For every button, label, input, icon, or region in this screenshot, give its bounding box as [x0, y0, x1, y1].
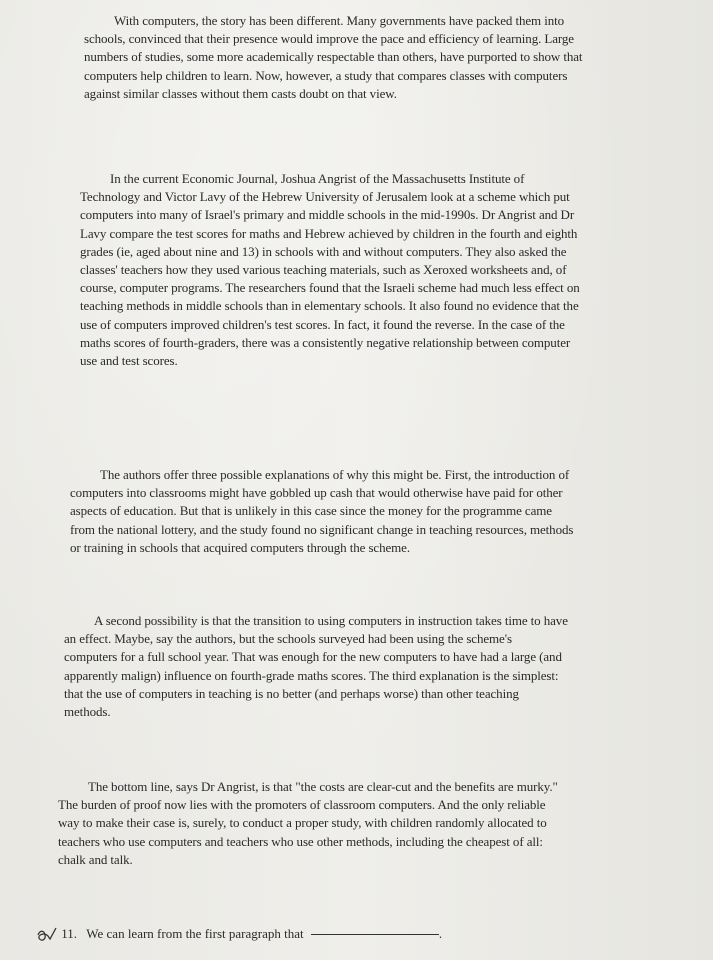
text-line: use of computers improved children's test scores. In fact, it found the reverse. In the case of the	[80, 316, 565, 332]
question-11	[36, 926, 442, 944]
text-line: teachers who use computers and teachers who use other methods, including the cheapest of all:	[58, 833, 543, 849]
handwritten-check-icon	[36, 926, 58, 944]
text-line: schools, convinced that their presence would improve the pace and efficiency of learning. Large	[84, 31, 574, 47]
text-line: against similar classes without them casts doubt on that view.	[84, 85, 397, 101]
question-text: We can learn from the first paragraph that	[86, 926, 304, 941]
text-line: methods.	[64, 704, 111, 720]
text-line: computers into classrooms might have gobbled up cash that would otherwise have paid for other	[70, 485, 563, 501]
text-line: grades (ie, aged about nine and 13) in schools with and without computers. They also asked the	[80, 243, 567, 259]
text-line: or training in schools that acquired computers through the scheme.	[70, 539, 410, 555]
text-line: computers for a full school year. That was enough for the new computers to have had a large (and	[64, 649, 562, 665]
paragraph-5	[58, 778, 558, 869]
text-line: maths scores of fourth-graders, there was a consistently negative relationship between computer	[80, 334, 571, 350]
text-line: numbers of studies, some more academically respectable than others, have purported to show that	[84, 49, 583, 65]
text-line: from the national lottery, and the study found no significant change in teaching resources, methods	[70, 521, 574, 537]
text-line: use and test scores.	[80, 353, 178, 369]
text-line: Lavy compare the test scores for maths and Hebrew achieved by children in the fourth and eighth	[80, 225, 578, 241]
text-line: The burden of proof now lies with the promoters of classroom computers. And the only reliable	[58, 797, 546, 813]
text-line: apparently malign) influence on fourth-grade maths scores. The third explanation is the simplest:	[64, 667, 559, 683]
paragraph-1	[84, 12, 582, 103]
text-line: The authors offer three possible explanations of why this might be. First, the introduction of	[100, 467, 570, 482]
text-line: Technology and Victor Lavy of the Hebrew University of Jerusalem look at a scheme which put	[80, 189, 570, 205]
text-line: way to make their case is, surely, to conduct a proper study, with children randomly allocated to	[58, 815, 547, 831]
question-number: 11.	[61, 926, 78, 941]
text-line: computers help children to learn. Now, however, a study that compares classes with computers	[84, 67, 568, 83]
text-line: that the use of computers in teaching is no better (and perhaps worse) than other teaching	[64, 685, 519, 701]
text-line: aspects of education. But that is unlikely in this case since the money for the programme came	[70, 503, 552, 519]
text-line: The bottom line, says Dr Angrist, is that "the costs are clear-cut and the benefits are murky."	[88, 779, 558, 794]
text-line: classes' teachers how they used various teaching materials, such as Xeroxed worksheets and, of	[80, 262, 567, 278]
text-line: teaching methods in middle schools than in elementary schools. It also found no evidence that the	[80, 298, 579, 314]
text-line: computers into many of Israel's primary and middle schools in the mid-1990s. Dr Angrist and Dr	[80, 207, 575, 223]
question-end: .	[438, 926, 443, 941]
paragraph-4	[64, 612, 568, 721]
text-line: course, computer programs. The researchers found that the Israeli scheme had much less effect on	[80, 280, 580, 296]
text-line: In the current Economic Journal, Joshua Angrist of the Massachusetts Institute of	[110, 171, 525, 186]
paragraph-3	[70, 466, 573, 557]
text-line: A second possibility is that the transition to using computers in instruction takes time to have	[94, 613, 568, 628]
paragraph-2	[80, 170, 580, 370]
answer-blank[interactable]	[311, 934, 439, 935]
text-line: With computers, the story has been different. Many governments have packed them into	[114, 13, 565, 28]
text-line: an effect. Maybe, say the authors, but the schools surveyed had been using the scheme's	[64, 631, 512, 647]
text-line: chalk and talk.	[58, 851, 133, 867]
